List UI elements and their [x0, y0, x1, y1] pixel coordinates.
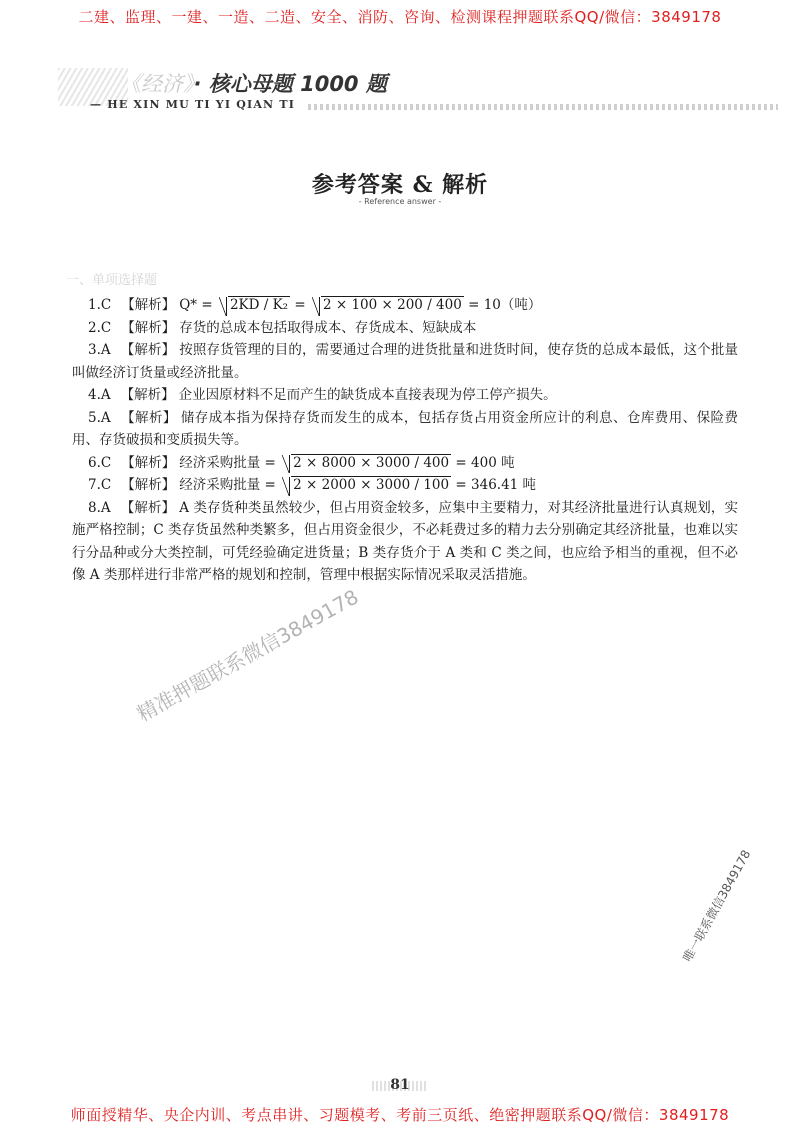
book-title-main: · 核心母题 1000 题: [193, 72, 387, 96]
sqrt-symbol: [282, 452, 451, 475]
answer-tag: 【解析】: [121, 477, 176, 493]
answer-number: 5.A: [88, 409, 111, 426]
radicand: 2 × 100 × 200 / 400: [322, 297, 462, 313]
book-title-prefix: 《经济》: [120, 72, 194, 96]
answer-tag: 【解析】: [121, 454, 176, 471]
answer-number: 3.A: [88, 342, 111, 358]
answer-number: 8.A: [88, 499, 111, 516]
answer-item: [88, 384, 738, 407]
sqrt-symbol: [219, 294, 290, 317]
formula-result: = 400 吨: [451, 454, 515, 471]
answer-text: 存货的总成本包括取得成本、存货成本、短缺成本: [179, 319, 477, 336]
formula-text: 经济采购批量 =: [179, 477, 281, 493]
side-watermark: 唯一联系微信3849178: [680, 847, 754, 965]
answer-number: 2.C: [88, 319, 112, 336]
diagonal-watermark: 精准押题联系微信3849178: [132, 584, 363, 727]
answer-number: 7.C: [88, 477, 112, 493]
answer-item: [72, 497, 738, 587]
answer-tag: 【解析】: [120, 342, 176, 358]
answer-tag: 【解析】: [120, 499, 176, 516]
answer-item: [72, 339, 738, 384]
bottom-promo-banner: 师面授精华、央企内训、考点串讲、习题模考、考前三页纸、绝密押题联系QQ/微信：3849178: [70, 1106, 730, 1124]
answer-text: A 类存货种类虽然较少，但占用资金较多，应集中主要精力，对其经济批量进行认真规划，实施严格控制；C 类存货虽然种类繁多，但占用资金很少，不必耗费过多的精力去分别确定其经济批量，也难以实行分品种或分大类控制，可凭经验确定进货量；B 类存货介于 A 类和 C 类之间，也应给予相当的重视，但不必像 A 类那样进行非常严格的规划和控制，管理中根据实际情况采取灵活措施。: [72, 499, 738, 583]
formula-text: =: [290, 297, 310, 313]
answer-text: 企业因原材料不足而产生的缺货成本直接表现为停工停产损失。: [178, 387, 557, 403]
answer-item: [72, 407, 738, 452]
sqrt-symbol: [282, 474, 451, 497]
answer-number: 6.C: [88, 454, 112, 471]
answer-text: 储存成本指为保持存货而发生的成本，包括存货占用资金所应计的利息、仓库费用、保险费用、存货破损和变质损失等。: [72, 409, 739, 448]
answer-tag: 【解析】: [121, 319, 176, 336]
answer-text: 按照存货管理的目的，需要通过合理的进货批量和进货时间，使存货的总成本最低，这个批量叫做经济订货量或经济批量。: [72, 342, 739, 381]
answer-item: [88, 452, 738, 475]
section-title: 参考答案 & 解析: [311, 172, 489, 198]
answer-item: [88, 474, 738, 497]
answer-list: [72, 294, 739, 587]
radicand: 2 × 8000 × 3000 / 400: [293, 454, 450, 471]
formula-text: 经济采购批量 =: [179, 454, 281, 471]
radicand: 2 × 2000 × 3000 / 100: [293, 477, 450, 493]
formula-text: Q* =: [179, 297, 217, 313]
book-title-pinyin: — HE XIN MU TI YI QIAN TI: [90, 98, 296, 111]
top-promo-banner: 二建、监理、一建、一造、二造、安全、消防、咨询、检测课程押题联系QQ/微信：3849178: [78, 8, 722, 26]
page-number: 81: [390, 1077, 410, 1093]
formula-result: = 346.41 吨: [451, 477, 537, 493]
answer-tag: 【解析】: [120, 409, 177, 426]
part-heading: 一、单项选择题: [66, 273, 158, 288]
sqrt-symbol: [312, 294, 464, 317]
answer-number: 4.A: [88, 387, 111, 403]
formula-result: = 10（吨）: [463, 297, 542, 313]
answer-tag: 【解析】: [120, 387, 175, 403]
book-title: [120, 68, 387, 98]
book-header: [58, 64, 758, 124]
section-subtitle: - Reference answer -: [358, 197, 442, 206]
answer-tag: 【解析】: [121, 297, 176, 313]
answer-item: [88, 294, 738, 317]
header-dotted-rule: [308, 104, 778, 110]
answer-item: [88, 317, 738, 340]
radicand: 2KD / K₂: [229, 297, 289, 313]
answer-number: 1.C: [88, 297, 112, 313]
